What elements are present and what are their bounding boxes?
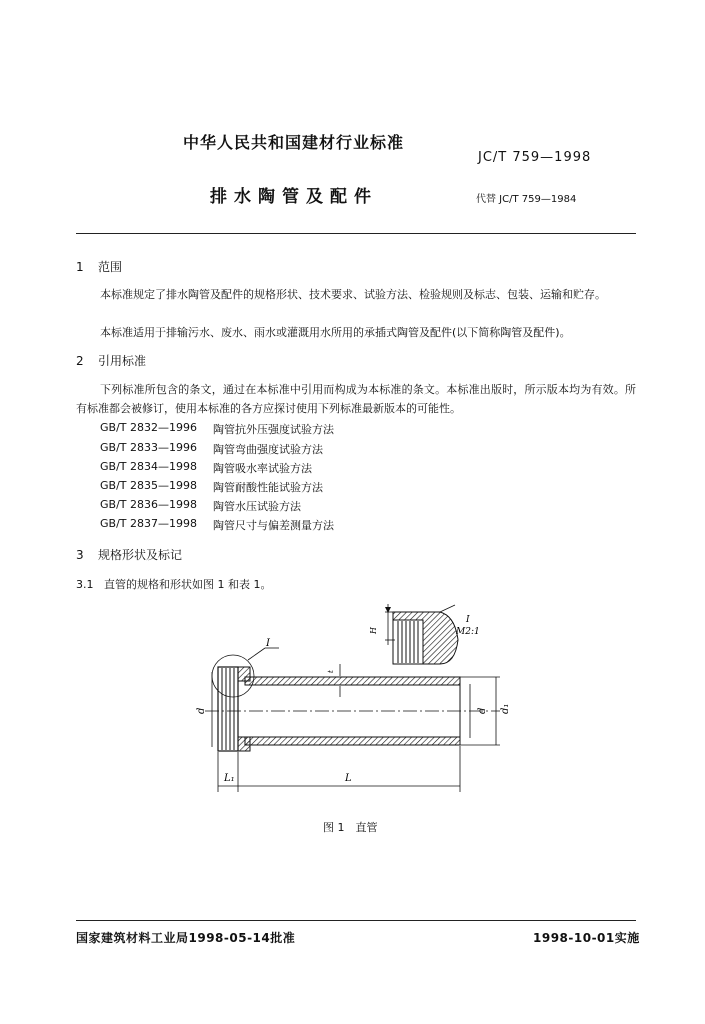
replaces-standard: 代替 JC/T 759—1984 <box>476 194 577 205</box>
ref-code: GB/T 2835—1998 <box>100 479 197 492</box>
ref-code: GB/T 2833—1996 <box>100 441 197 454</box>
ref-title: 陶管抗外压强度试验方法 <box>213 423 334 436</box>
detail-view <box>385 604 458 664</box>
ref-code: GB/T 2836—1998 <box>100 498 197 511</box>
detail-scale: M2:1 <box>456 627 480 637</box>
ref-title: 陶管水压试验方法 <box>213 500 301 513</box>
detail-label: I <box>466 615 470 625</box>
section-title: 规格形状及标记 <box>98 548 183 562</box>
standard-code: JC/T 759—1998 <box>478 150 592 165</box>
ref-title: 陶管耐酸性能试验方法 <box>213 481 323 494</box>
dimension-l1-label: L₁ <box>224 773 235 784</box>
standard-category-title: 中华人民共和国建材行业标准 <box>183 133 405 152</box>
figure-caption: 图 1 直管 <box>323 821 378 834</box>
ref-title: 陶管弯曲强度试验方法 <box>213 443 323 456</box>
ref-code: GB/T 2834—1998 <box>100 460 197 473</box>
ref-code: GB/T 2837—1998 <box>100 517 197 530</box>
dimension-l-label: L <box>345 773 352 784</box>
section-number: 1 <box>76 260 84 274</box>
document-title: 排水陶管及配件 <box>210 187 378 207</box>
dimension-d-label: d <box>196 707 207 714</box>
section-title: 引用标准 <box>98 354 147 368</box>
callout-label: I <box>266 638 270 649</box>
dimension-d1-label: d₁ <box>500 703 511 714</box>
ref-title: 陶管吸水率试验方法 <box>213 462 312 475</box>
ref-code: GB/T 2832—1996 <box>100 421 197 434</box>
dimension-h-label: H <box>369 627 378 634</box>
dimension-t-label: t <box>327 670 335 673</box>
section-1-paragraph-1: 本标准规定了排水陶管及配件的规格形状、技术要求、试验方法、检验规则及标志、包装、运输和贮存。 <box>100 288 606 301</box>
approval-date: 国家建筑材料工业局1998-05-14批准 <box>76 931 296 945</box>
section-number: 3 <box>76 548 84 562</box>
section-number: 2 <box>76 354 84 368</box>
ref-title: 陶管尺寸与偏差测量方法 <box>213 519 334 532</box>
section-title: 范围 <box>98 260 123 274</box>
dimension-d2-label: d <box>477 707 488 714</box>
implementation-date: 1998-10-01实施 <box>533 931 640 945</box>
subsection-text: 直管的规格和形状如图 1 和表 1。 <box>104 578 272 591</box>
section-1-paragraph-2: 本标准适用于排输污水、废水、雨水或灌溉用水所用的承插式陶管及配件(以下简称陶管及配件)。 <box>100 326 571 339</box>
footer-divider <box>76 920 636 921</box>
pipe-body <box>205 648 500 751</box>
section-2-paragraph: 下列标准所包含的条文，通过在本标准中引用而构成为本标准的条文。本标准出版时，所示版本均为有效。所有标准都会被修订，使用本标准的各方应探讨使用下列标准最新版本的可能性。 <box>76 383 636 415</box>
subsection-number: 3.1 <box>76 578 94 591</box>
